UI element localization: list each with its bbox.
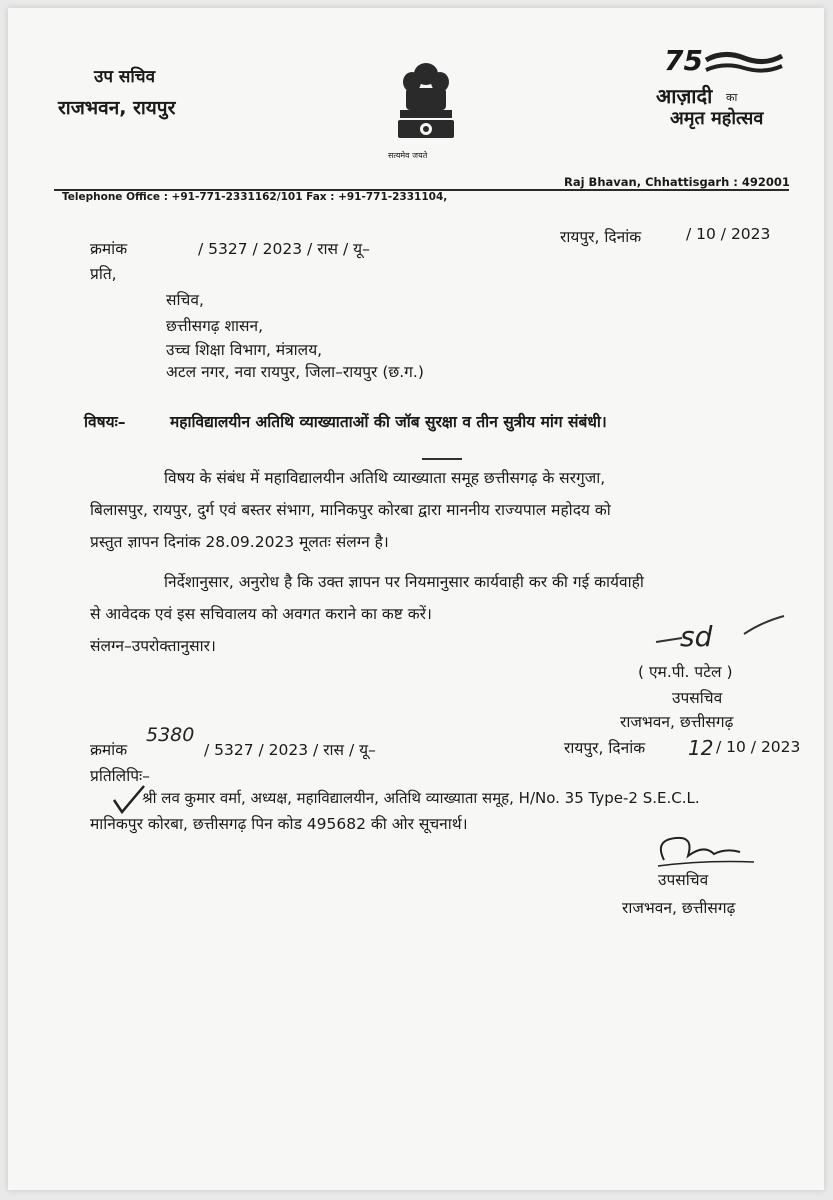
para1-line2: बिलासपुर, रायपुर, दुर्ग एवं बस्तर संभाग, मानिकपुर कोरबा द्वारा माननीय राज्यपाल महोदय को — [90, 501, 611, 519]
signature-stroke-icon — [652, 612, 792, 652]
azadi-flag-icon — [704, 50, 784, 80]
recipient-line1: सचिव, — [166, 291, 204, 309]
national-emblem — [386, 52, 466, 162]
copy-line1: श्री लव कुमार वर्मा, अध्यक्ष, महाविद्यालयीन, अतिथि व्याख्याता समूह, H/No. 35 Type-2 S.E.C.L. — [142, 789, 700, 807]
sd-signature: sd — [680, 620, 713, 653]
sig2-designation: उपसचिव — [658, 871, 709, 889]
letter-page — [8, 8, 824, 1190]
copy-date-value: / 10 / 2023 — [716, 738, 801, 756]
copy-kramank-label: क्रमांक — [90, 741, 128, 759]
signatory-designation: उपसचिव — [672, 689, 723, 707]
para1-line1: विषय के संबंध में महाविद्यालयीन अतिथि व्याख्याता समूह छत्तीसगढ़ के सरगुजा, — [164, 469, 606, 487]
address-line: Raj Bhavan, Chhattisgarh : 492001 — [564, 175, 790, 189]
azadi-line1: आज़ादी — [656, 84, 713, 108]
kramank-value: / 5327 / 2023 / रास / यू– — [198, 240, 370, 258]
date-value: / 10 / 2023 — [686, 225, 771, 243]
recipient-line4: अटल नगर, नवा रायपुर, जिला–रायपुर (छ.ग.) — [166, 363, 424, 381]
copy-kramank-handwritten: 5380 — [146, 724, 195, 746]
office-place: राजभवन, रायपुर — [58, 97, 176, 119]
recipient-line2: छत्तीसगढ़ शासन, — [166, 317, 264, 335]
azadi-ka: का — [726, 91, 738, 104]
telephone-line: Telephone Office : +91-771-2331162/101 Fax : +91-771-2331104, — [62, 191, 448, 203]
office-title: उप सचिव — [94, 67, 156, 87]
pratilipi-label: प्रतिलिपिः– — [90, 767, 150, 785]
copy-date-label: रायपुर, दिनांक — [564, 739, 646, 757]
emblem-icon — [386, 52, 466, 152]
para1-line3: प्रस्तुत ज्ञापन दिनांक 28.09.2023 मूलतः संलग्न है। — [90, 533, 389, 551]
enclosure-note: संलग्न–उपरोक्तानुसार। — [90, 637, 216, 655]
copy-date-handwritten: 12 — [688, 736, 714, 760]
signatory-name: ( एम.पी. पटेल ) — [638, 663, 733, 681]
subject-text: महाविद्यालयीन अतिथि व्याख्याताओं की जॉब सुरक्षा व तीन सुत्रीय मांग संबंधी। — [170, 413, 607, 431]
emblem-motto: सत्यमेव जयते — [388, 151, 428, 160]
subject-underline — [422, 448, 462, 467]
subject-label: विषयः– — [84, 413, 126, 431]
azadi-logo — [648, 42, 788, 142]
kramank-label: क्रमांक — [90, 240, 128, 258]
para2-line2: से आवेदक एवं इस सचिवालय को अवगत कराने का कष्ट करें। — [90, 605, 432, 623]
azadi-line2: अमृत महोत्सव — [670, 108, 764, 129]
date-label: रायपुर, दिनांक — [560, 228, 642, 246]
signatory-office: राजभवन, छत्तीसगढ़ — [620, 713, 734, 731]
header-divider — [54, 189, 789, 191]
copy-line2: मानिकपुर कोरबा, छत्तीसगढ़ पिन कोड 495682 की ओर सूचनार्थ। — [90, 815, 468, 833]
prati-label: प्रति, — [90, 265, 117, 283]
recipient-line3: उच्च शिक्षा विभाग, मंत्रालय, — [166, 341, 323, 359]
azadi-number: 75 — [664, 44, 703, 77]
sig2-office: राजभवन, छत्तीसगढ़ — [622, 899, 736, 917]
para2-line1: निर्देशानुसार, अनुरोध है कि उक्त ज्ञापन पर नियमानुसार कार्यवाही कर की गई कार्यवाही — [164, 573, 644, 591]
copy-kramank-value: / 5327 / 2023 / रास / यू– — [204, 741, 376, 759]
